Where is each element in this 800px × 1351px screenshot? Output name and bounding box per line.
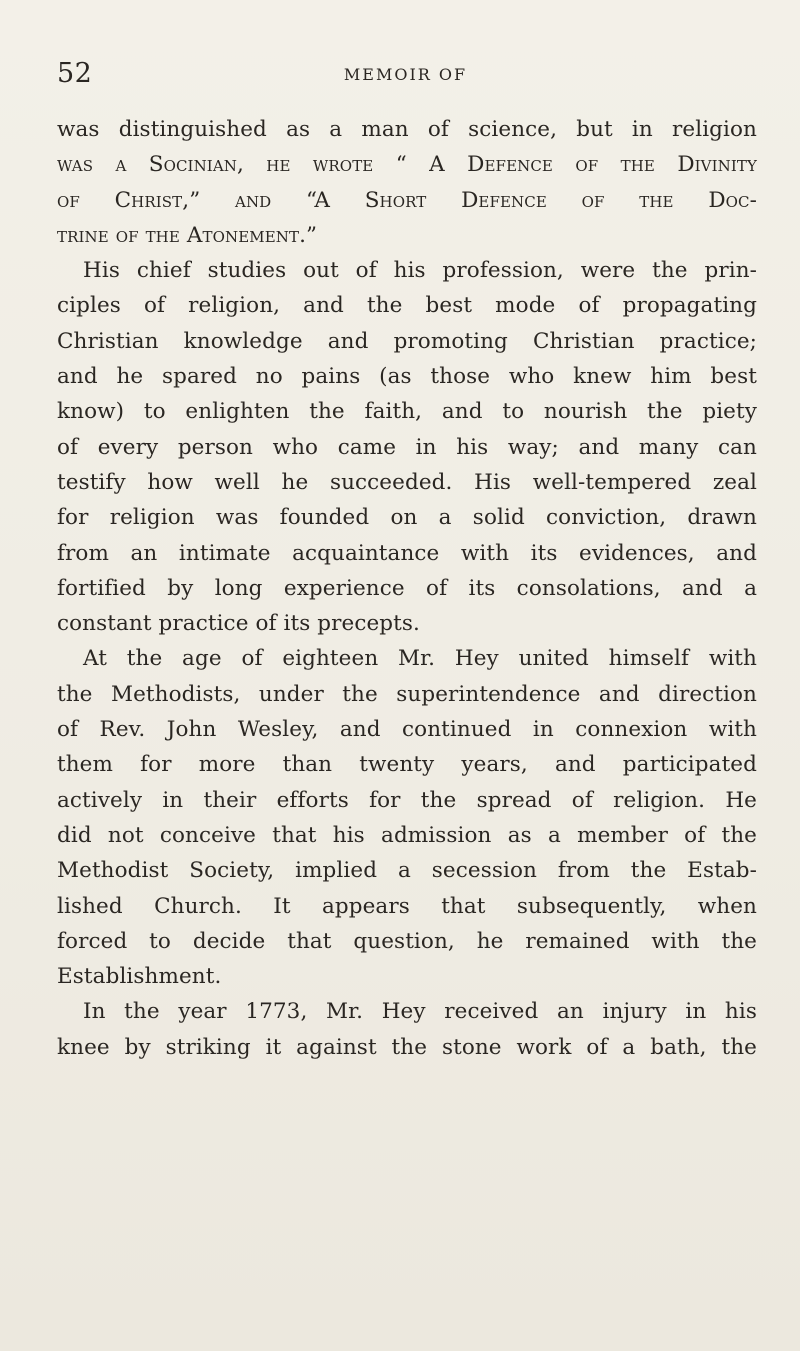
text-line: the Methodists, under the superintendence and direction: [57, 681, 757, 707]
body-text: [57, 112, 757, 1065]
text-line: of every person who came in his way; and many can: [57, 434, 757, 460]
text-line: His chief studies out of his profession, were the prin-: [83, 258, 757, 284]
page-header: [57, 58, 754, 98]
text-line: knee by striking it against the stone work of a bath, the: [57, 1034, 757, 1060]
text-line: know) to enlighten the faith, and to nourish the piety: [57, 399, 757, 425]
text-line: and he spared no pains (as those who knew him best: [57, 364, 757, 390]
text-line: was distinguished as a man of science, but in religion: [57, 117, 757, 142]
paragraph: [57, 994, 757, 1065]
text-line: of Rev. John Wesley, and continued in connexion with: [57, 717, 757, 743]
text-line: Establishment.: [57, 964, 222, 990]
text-line: lished Church. It appears that subsequently, when: [57, 893, 757, 919]
text-line: of Christ,” and “A Short Defence of the Doc-: [57, 187, 757, 213]
text-line: actively in their efforts for the spread of religion. He: [57, 787, 757, 813]
paragraph: [57, 641, 757, 994]
running-head: MEMOIR OF: [343, 65, 468, 84]
text-line: constant practice of its precepts.: [57, 611, 420, 637]
text-line: from an intimate acquaintance with its evidences, and: [57, 540, 757, 566]
text-line: At the age of eighteen Mr. Hey united himself with: [83, 646, 757, 672]
text-line: fortified by long experience of its consolations, and a: [57, 575, 757, 601]
text-line: did not conceive that his admission as a member of the: [57, 822, 757, 848]
page-number: 52: [57, 58, 93, 89]
text-line: forced to decide that question, he remained with the: [57, 928, 757, 954]
text-line: In the year 1773, Mr. Hey received an injury in his: [83, 999, 757, 1025]
text-line: ciples of religion, and the best mode of propagating: [57, 293, 757, 319]
text-line: for religion was founded on a solid conviction, drawn: [57, 505, 757, 531]
text-line: testify how well he succeeded. His well-tempered zeal: [57, 469, 757, 495]
text-line: them for more than twenty years, and participated: [57, 752, 757, 778]
text-line: trine of the Atonement.”: [57, 222, 318, 248]
text-line: Christian knowledge and promoting Christian practice;: [57, 328, 757, 354]
paragraph: [57, 253, 757, 641]
paragraph: [57, 112, 757, 253]
text-line: Methodist Society, implied a secession from the Estab-: [57, 858, 757, 884]
text-line: was a Socinian, he wrote “ A Defence of the Divinity: [57, 152, 757, 178]
